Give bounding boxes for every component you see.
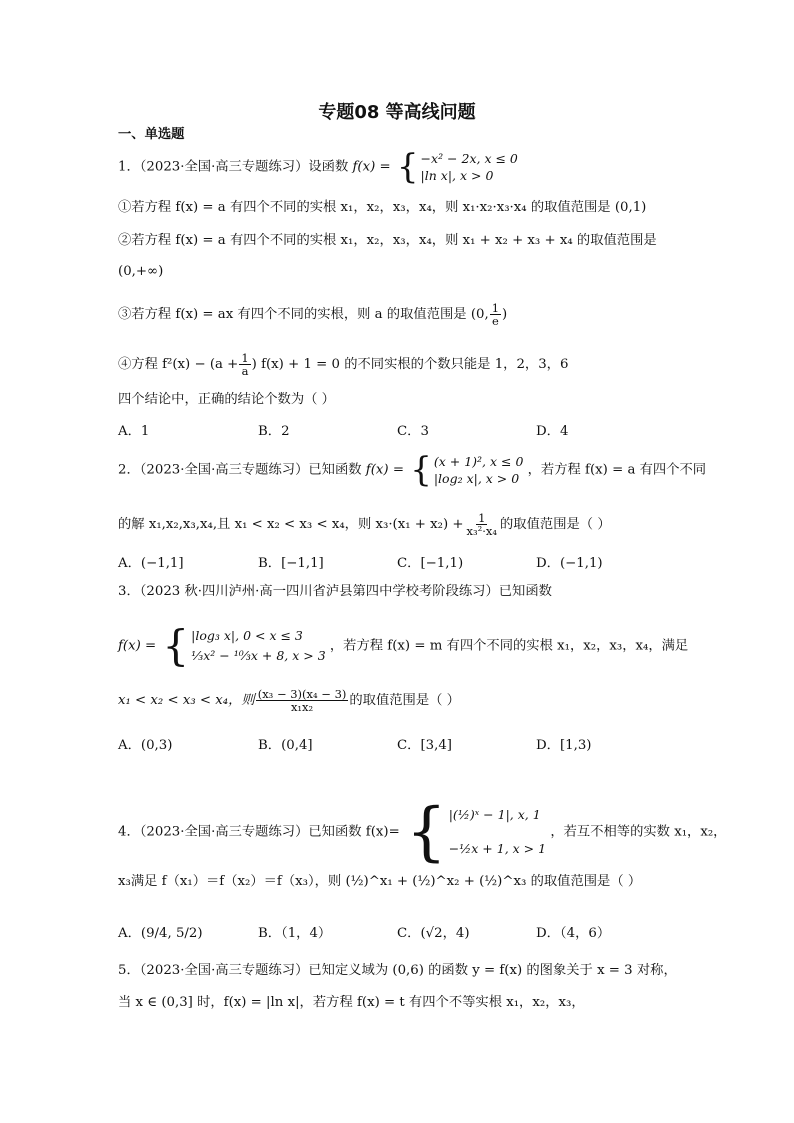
option-a[interactable]: A．(−1,1] (118, 556, 184, 571)
piecewise-function: { |log₃ x|, 0 < x ≤ 3 ⅓x² − ¹⁰⁄₃x + 8, x > 3 (162, 621, 326, 670)
statement-4: ④方程 f²(x) − (a + $\frac{1}{a}$ ) f(x) + 1 = 0 的不同实根的个数只能是 1，2，3，6 (118, 351, 569, 378)
option-c[interactable]: C．(√2，4) (397, 926, 470, 941)
fraction: $\frac{1}{a}$ (241, 351, 249, 378)
option-c[interactable]: C．[3,4] (397, 738, 452, 753)
option-a[interactable]: A．(0,3) (118, 738, 173, 753)
statement-2-cont: (0,+∞) (118, 264, 164, 279)
statement-2: ②若方程 f(x) = a 有四个不同的实根 x₁，x₂，x₃，x₄，则 x₁ + x₂ + x₃ + x₄ 的取值范围是 (118, 233, 657, 248)
option-b[interactable]: B．(0,4] (258, 738, 313, 753)
question-1-prompt: 四个结论中，正确的结论个数为（ ） (118, 392, 335, 407)
option-b[interactable]: B．[−1,1] (258, 556, 324, 571)
question-4-stem: 4．（2023·全国·高三专题练习）已知函数 f(x)= { |(½)ˣ − 1|, x, 1 −½x + 1, x > 1 ，若互不相等的实数 x₁，x₂， (118, 795, 727, 869)
statement-3: ③若方程 f(x) = ax 有四个不同的实根，则 a 的取值范围是 (0, $\frac{1}{e}$ ) (118, 301, 508, 328)
fraction: $\frac{1}{e}$ (491, 301, 500, 328)
question-3-stem: 3．（2023 秋·四川泸州·高一四川省泸县第四中学校考阶段练习）已知函数 (118, 584, 552, 599)
section-heading: 一、单选题 (118, 127, 185, 142)
question-1-stem: 1．（2023·全国·高三专题练习）设函数 f(x) = { −x² − 2x, x ≤ 0 |ln x|, x > 0 (118, 147, 518, 187)
option-d[interactable]: D．（4，6） (536, 926, 611, 941)
piecewise-function: { (x + 1)², x ≤ 0 |log₂ x|, x > 0 (410, 450, 524, 490)
option-d[interactable]: D．[1,3) (536, 738, 592, 753)
fraction: $\frac{\text{(x₃ − 3)(x₄ − 3)}}{\text{x₁x₂}}$ (257, 687, 347, 714)
question-3-function: f(x) = { |log₃ x|, 0 < x ≤ 3 ⅓x² − ¹⁰⁄₃x + 8, x > 3 ，若方程 f(x) = m 有四个不同的实根 x₁，x₂，x₃，x₄，满足 (118, 621, 689, 670)
option-b[interactable]: B．（1，4） (258, 926, 332, 941)
question-3-line-3: x₁ < x₂ < x₃ < x₄，则 $\frac{\text{(x₃ − 3)(x₄ − 3)}}{\text{x₁x₂}}$ 的取值范围是（ ） (118, 687, 460, 714)
option-c[interactable]: C．[−1,1) (397, 556, 464, 571)
option-d[interactable]: D．(−1,1) (536, 556, 603, 571)
option-a[interactable]: A．(9/4, 5/2) (118, 926, 203, 941)
option-a[interactable]: A．1 (118, 424, 150, 439)
fraction: $\frac{1}{\text{x₃²·x₄}}$ (466, 511, 498, 538)
piecewise-function: { |(½)ˣ − 1|, x, 1 −½x + 1, x > 1 (405, 795, 547, 869)
option-b[interactable]: B．2 (258, 424, 290, 439)
question-4-line-2: x₃满足 f（x₁）＝f（x₂）＝f（x₃），则 (½)^x₁ + (½)^x₂ + (½)^x₃ 的取值范围是（ ） (118, 874, 642, 889)
option-c[interactable]: C．3 (397, 424, 429, 439)
question-5-line-2: 当 x ∈ (0,3] 时，f(x) = |ln x|，若方程 f(x) = t 有四个不等实根 x₁，x₂，x₃， (118, 995, 585, 1010)
piecewise-function: { −x² − 2x, x ≤ 0 |ln x|, x > 0 (396, 147, 518, 187)
statement-1: ①若方程 f(x) = a 有四个不同的实根 x₁，x₂，x₃，x₄，则 x₁·x₂·x₃·x₄ 的取值范围是 (0,1) (118, 200, 647, 215)
question-5-stem: 5．（2023·全国·高三专题练习）已知定义域为 (0,6) 的函数 y = f(x) 的图象关于 x = 3 对称， (118, 963, 677, 978)
page-title: 专题08 等高线问题 (318, 102, 476, 123)
option-d[interactable]: D．4 (536, 424, 569, 439)
question-2-stem: 2．（2023·全国·高三专题练习）已知函数 f(x) = { (x + 1)², x ≤ 0 |log₂ x|, x > 0 ，若方程 f(x) = a 有四个不同 (118, 450, 707, 490)
question-2-line-2: 的解 x₁,x₂,x₃,x₄,且 x₁ < x₂ < x₃ < x₄，则 x₃·(x₁ + x₂) + $\frac{1}{\text{x₃²·x₄}}$ 的取值范围是（ ） (118, 511, 611, 538)
